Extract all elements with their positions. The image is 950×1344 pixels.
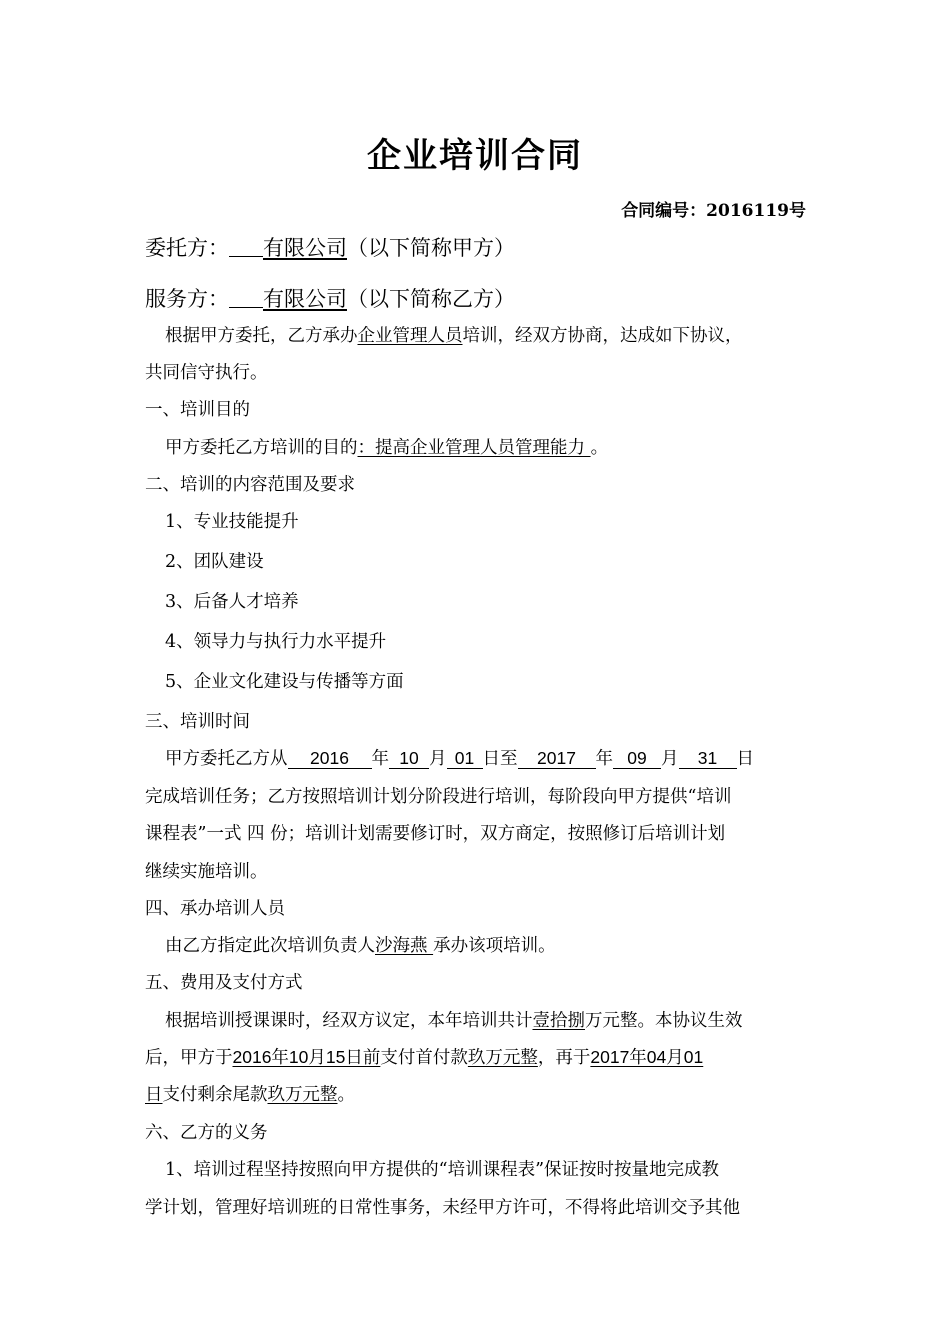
trainee-type: 企业管理人员 bbox=[357, 326, 463, 346]
section-4-text bbox=[165, 932, 556, 957]
staff-text-b: 承办该项培训。 bbox=[433, 936, 556, 956]
responsible-person: 沙海燕 bbox=[375, 936, 434, 956]
fee-text-g: 。 bbox=[337, 1085, 355, 1105]
second-payment-amount: 玖万元整 bbox=[267, 1085, 338, 1105]
intro-text-a: 根据甲方委托，乙方承办 bbox=[165, 326, 358, 346]
section-5-heading: 五、费用及支付方式 bbox=[145, 973, 303, 993]
provider-name: 有限公司 bbox=[263, 287, 347, 311]
end-month: 09 bbox=[613, 748, 661, 769]
section-6-heading: 六、乙方的义务 bbox=[145, 1123, 268, 1143]
start-day: 01 bbox=[447, 748, 483, 769]
month-char-2: 月 bbox=[661, 749, 679, 769]
content-item-2: 2、团队建设 bbox=[165, 552, 264, 572]
section-3-line-3: 课程表”一式 四 份；培训计划需要修订时，双方商定，按照修订后培训计划 bbox=[145, 824, 726, 844]
first-payment-date: 2016年10月15日前 bbox=[232, 1047, 381, 1067]
section-3-line-2: 完成培训任务；乙方按照培训计划分阶段进行培训，每阶段向甲方提供“培训 bbox=[145, 787, 732, 807]
intro-line-1 bbox=[165, 322, 743, 347]
first-payment-amount: 玖万元整 bbox=[467, 1048, 538, 1068]
provider-name-blank bbox=[229, 287, 263, 308]
intro-text-b: 培训，经双方协商，达成如下协议， bbox=[462, 326, 743, 346]
section-4-heading: 四、承办培训人员 bbox=[145, 899, 285, 919]
month-char-1: 月 bbox=[429, 749, 447, 769]
year-char-2: 年 bbox=[595, 749, 613, 769]
section-3-line-1 bbox=[165, 745, 754, 770]
section-3-line-4: 继续实施培训。 bbox=[145, 862, 268, 882]
second-payment-date-end: 日 bbox=[145, 1085, 163, 1105]
client-name: 有限公司 bbox=[263, 236, 347, 260]
start-year: 2016 bbox=[288, 748, 372, 769]
provider-suffix: （以下简称乙方） bbox=[347, 287, 515, 311]
content-item-4: 4、领导力与执行力水平提升 bbox=[165, 632, 387, 652]
content-item-5: 5、企业文化建设与传播等方面 bbox=[165, 672, 404, 692]
section-6-line-1: 1、培训过程坚持按照向甲方提供的“培训课程表”保证按时按量地完成教 bbox=[165, 1160, 720, 1180]
purpose-text-b: 。 bbox=[590, 438, 609, 458]
client-party-line bbox=[145, 232, 515, 262]
client-name-blank bbox=[229, 236, 263, 257]
fee-text-d: 支付首付款 bbox=[380, 1048, 468, 1068]
year-char-1: 年 bbox=[371, 749, 389, 769]
purpose-text-a: 甲方委托乙方培训的目的 bbox=[165, 438, 358, 458]
fee-text-c: 后，甲方于 bbox=[145, 1048, 233, 1068]
day-to: 日至 bbox=[482, 749, 518, 769]
fee-text-b: 万元整。本协议生效 bbox=[585, 1011, 743, 1031]
fee-text-f: 支付剩余尾款 bbox=[162, 1085, 268, 1105]
start-month: 10 bbox=[389, 748, 429, 769]
section-5-line-3 bbox=[145, 1081, 355, 1106]
day-char: 日 bbox=[736, 749, 754, 769]
section-2-heading: 二、培训的内容范围及要求 bbox=[145, 475, 355, 495]
section-3-heading: 三、培训时间 bbox=[145, 712, 250, 732]
provider-party-line bbox=[145, 283, 515, 313]
content-item-1: 1、专业技能提升 bbox=[165, 512, 299, 532]
end-year: 2017 bbox=[518, 748, 596, 769]
staff-text-a: 由乙方指定此次培训负责人 bbox=[165, 936, 375, 956]
training-purpose: ：提高企业管理人员管理能力 bbox=[357, 438, 591, 458]
total-fee: 壹拾捌 bbox=[532, 1011, 585, 1031]
document-title: 企业培训合同 bbox=[367, 136, 583, 176]
section-1-heading: 一、培训目的 bbox=[145, 400, 250, 420]
section-5-line-2 bbox=[145, 1044, 703, 1069]
section-5-line-1 bbox=[165, 1007, 743, 1032]
section-1-text bbox=[165, 434, 608, 459]
end-day: 31 bbox=[679, 748, 737, 769]
client-suffix: （以下简称甲方） bbox=[347, 236, 515, 260]
fee-text-a: 根据培训授课课时，经双方议定，本年培训共计 bbox=[165, 1011, 533, 1031]
content-item-3: 3、后备人才培养 bbox=[165, 592, 299, 612]
contract-number: 合同编号：2016119号 bbox=[621, 201, 806, 221]
client-label: 委托方： bbox=[145, 236, 229, 260]
provider-label: 服务方： bbox=[145, 287, 229, 311]
time-text-a: 甲方委托乙方从 bbox=[165, 749, 288, 769]
section-6-line-2: 学计划，管理好培训班的日常性事务，未经甲方许可，不得将此培训交予其他 bbox=[145, 1198, 740, 1218]
intro-line-2: 共同信守执行。 bbox=[145, 363, 268, 383]
fee-text-e: ，再于 bbox=[537, 1048, 591, 1068]
second-payment-date: 2017年04月01 bbox=[590, 1047, 704, 1067]
